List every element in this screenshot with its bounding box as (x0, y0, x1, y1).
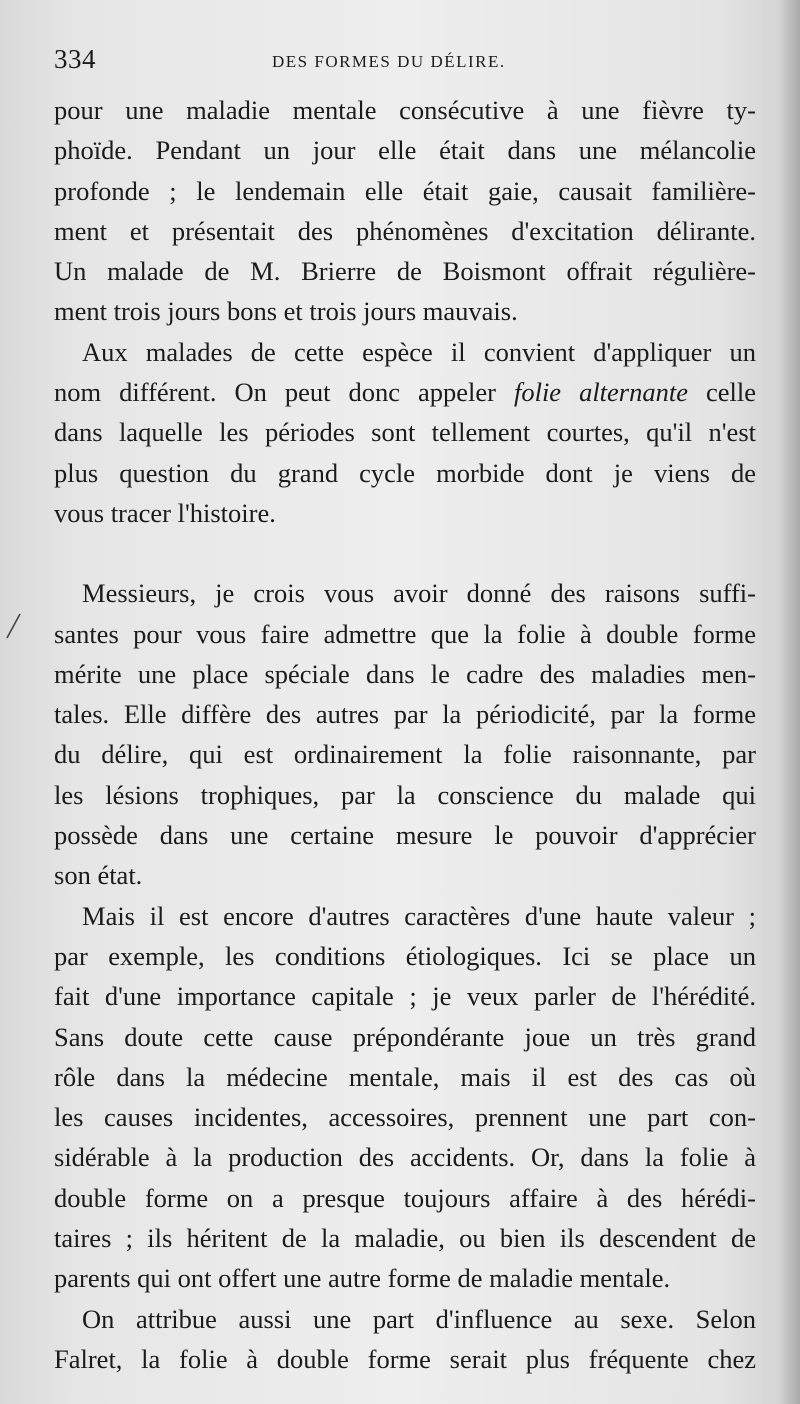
paragraph-1 (54, 90, 756, 332)
paragraph-4 (54, 896, 756, 1299)
text-line: phoïde. Pendant un jour elle était dans une mélancolie (54, 135, 756, 166)
text-line: Messieurs, je crois vous avoir donné des raisons suffi- (82, 578, 756, 609)
section-gap (54, 533, 756, 573)
text-line: plus question du grand cycle morbide dont je viens de (54, 457, 756, 488)
italic-term: folie alternante (513, 377, 688, 408)
text-line: les lésions trophiques, par la conscience du malade qui (54, 779, 756, 810)
text-line: possède dans une certaine mesure le pouvoir d'apprécier (54, 820, 756, 851)
text-segment: nom différent. On peut donc appeler (54, 377, 496, 408)
text-line: fait d'une importance capitale ; je veux parler de l'hérédité. (54, 981, 756, 1012)
text-line: Un malade de M. Brierre de Boismont offrait régulière- (54, 256, 756, 287)
text-line: par exemple, les conditions étiologiques. Ici se place un (54, 940, 756, 971)
text-line: Mais il est encore d'autres caractères d'une haute valeur ; (82, 900, 756, 931)
text-line: tales. Elle diffère des autres par la périodicité, par la forme (54, 699, 756, 730)
page-number: 334 (54, 44, 96, 74)
text-line: sidérable à la production des accidents. Or, dans la folie à (54, 1142, 756, 1173)
text-line: les causes incidentes, accessoires, prennent une part con- (54, 1102, 756, 1133)
text-line: Falret, la folie à double forme serait plus fréquente chez (54, 1343, 756, 1374)
text-line: Sans doute cette cause prépondérante joue un très grand (54, 1021, 756, 1052)
running-title: DES FORMES DU DÉLIRE. (272, 52, 506, 71)
text-line: double forme on a presque toujours affaire à des hérédi- (54, 1182, 756, 1213)
text-line: On attribue aussi une part d'influence au sexe. Selon (82, 1303, 756, 1334)
text-line: profonde ; le lendemain elle était gaie, causait familière- (54, 175, 756, 206)
paragraph-5 (54, 1299, 756, 1380)
text-line: ment et présentait des phénomènes d'excitation délirante. (54, 215, 756, 246)
text-line: dans laquelle les périodes sont tellement courtes, qu'il n'est (54, 417, 756, 448)
text-line: du délire, qui est ordinairement la folie raisonnante, par (54, 739, 756, 770)
text-line: son état. (54, 860, 143, 891)
text-line: Aux malades de cette espèce il convient d'appliquer un (82, 336, 756, 367)
text-line: taires ; ils héritent de la maladie, ou bien ils descendent de (54, 1223, 756, 1254)
text-line: rôle dans la médecine mentale, mais il est des cas où (54, 1061, 756, 1092)
margin-pencil-mark (4, 612, 22, 640)
text-line: vous tracer l'histoire. (54, 497, 276, 528)
text-line: mérite une place spéciale dans le cadre des maladies men- (54, 658, 756, 689)
paragraph-3 (54, 573, 756, 895)
running-head (54, 44, 756, 78)
text-line: parents qui ont offert une autre forme de maladie mentale. (54, 1263, 671, 1294)
body-text (54, 90, 756, 1379)
text-line: pour une maladie mentale consécutive à une fièvre ty- (54, 95, 756, 125)
text-line: ment trois jours bons et trois jours mauvais. (54, 296, 518, 327)
text-segment: celle (706, 377, 756, 408)
text-line: santes pour vous faire admettre que la folie à double forme (54, 618, 756, 649)
text-line-with-italic-term (54, 372, 756, 412)
paragraph-2 (54, 332, 756, 533)
